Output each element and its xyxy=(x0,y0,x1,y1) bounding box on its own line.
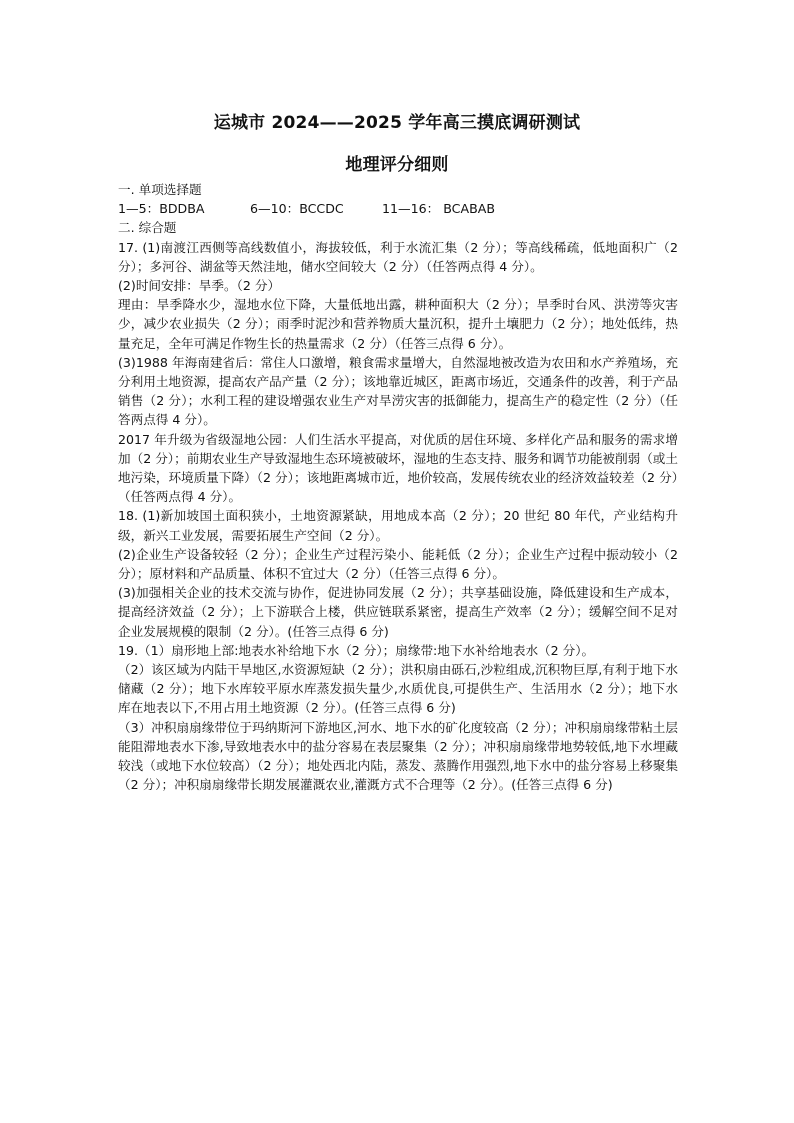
q17-part3-1988: (3)1988 年海南建省后：常住人口激增，粮食需求量增大，自然湿地被改造为农田和水产养殖场，充分利用土地资源，提高农产品产量（2 分）；该地靠近城区，距离市场近，交通条件的改善，利于产品销售（2 分）；水利工程的建设增强农业生产对旱涝灾害的抵御能力，提高生产的稳定性（2 分）（任答两点得 4 分）。 xyxy=(118,354,678,428)
q19-part2: （2）该区域为内陆干旱地区,水资源短缺（2 分）；洪积扇由砾石,沙粒组成,沉积物巨厚,有利于地下水储藏（2 分）；地下水库较平原水库蒸发损失量少,水质优良,可提供生产、生活用水（2 分）；地下水库在地表以下,不用占用土地资源（2 分）。(任答三点得 6 分) xyxy=(118,662,678,716)
answers-6-10: 6—10：BCCDC xyxy=(250,201,344,217)
section-heading-comprehensive: 二. 综合题 xyxy=(118,220,177,236)
q18-part2: (2)企业生产设备较轻（2 分）；企业生产过程污染小、能耗低（2 分）；企业生产过程中振动较小（2 分）；原材料和产品质量、体积不宜过大（2 分）（任答三点得 6 分）。 xyxy=(118,546,678,582)
q17-part2-reason: 理由：旱季降水少，湿地水位下降，大量低地出露，耕种面积大（2 分）；旱季时台风、洪涝等灾害少，减少农业损失（2 分）；雨季时泥沙和营养物质大量沉积，提升土壤肥力（2 分）；地处低纬，热量充足，全年可满足作物生长的热量需求（2 分）（任答三点得 6 分）。 xyxy=(118,297,678,351)
q19-part1: 19.（1）扇形地上部:地表水补给地下水（2 分）；扇缘带:地下水补给地表水（2 分）。 xyxy=(118,642,595,658)
document-title: 运城市 2024——2025 学年高三摸底调研测试 xyxy=(213,113,581,133)
section-heading-choice: 一. 单项选择题 xyxy=(118,182,202,197)
answer-body xyxy=(118,180,678,795)
q18-part3: (3)加强相关企业的技术交流与协作，促进协同发展（2 分）；共享基础设施，降低建设和生产成本，提高经济效益（2 分）；上下游联合上楼，供应链联系紧密，提高生产效率（2 分）；缓解空间不足对企业发展规模的限制（2 分）。(任答三点得 6 分) xyxy=(118,585,678,639)
answers-11-16: 11—16： BCABAB xyxy=(382,201,495,217)
q19-part3: （3）冲积扇扇缘带位于玛纳斯河下游地区,河水、地下水的矿化度较高（2 分）；冲积扇扇缘带粘土层能阻滞地表水下渗,导致地表水中的盐分容易在表层聚集（2 分）；冲积扇扇缘带地势较低,地下水埋藏较浅（或地下水位较高）（2 分）；地处西北内陆，蒸发、蒸腾作用强烈,地下水中的盐分容易上移聚集（2 分）；冲积扇扇缘带长期发展灌溉农业,灌溉方式不合理等（2 分）。(任答三点得 6 分) xyxy=(118,719,678,793)
choice-answers-row xyxy=(118,199,678,218)
q18-part1: 18. (1)新加坡国土面积狭小，土地资源紧缺，用地成本高（2 分）；20 世纪 80 年代，产业结构升级，新兴工业发展，需要拓展生产空间（2 分）。 xyxy=(118,508,678,543)
q17-part1: 17. (1)南渡江西侧等高线数值小，海拔较低，利于水流汇集（2 分）；等高线稀疏，低地面积广（2 分）；多河谷、湖盆等天然洼地，储水空间较大（2 分）（任答两点得 4 分）。 xyxy=(118,239,678,274)
answers-1-5: 1—5：BDDBA xyxy=(118,201,205,217)
q17-part3-2017: 2017 年升级为省级湿地公园：人们生活水平提高，对优质的居住环境、多样化产品和服务的需求增加（2 分）；前期农业生产导致湿地生态环境被破坏，湿地的生态支持、服务和调节功能被削弱（或土地污染，环境质量下降）（2 分）；该地距离城市近，地价较高，发展传统农业的经济效益较差（2 分）（任答两点得 4 分）。 xyxy=(118,431,678,505)
q17-part2-time: (2)时间安排：旱季。（2 分） xyxy=(118,278,281,294)
document-subtitle: 地理评分细则 xyxy=(345,155,449,175)
